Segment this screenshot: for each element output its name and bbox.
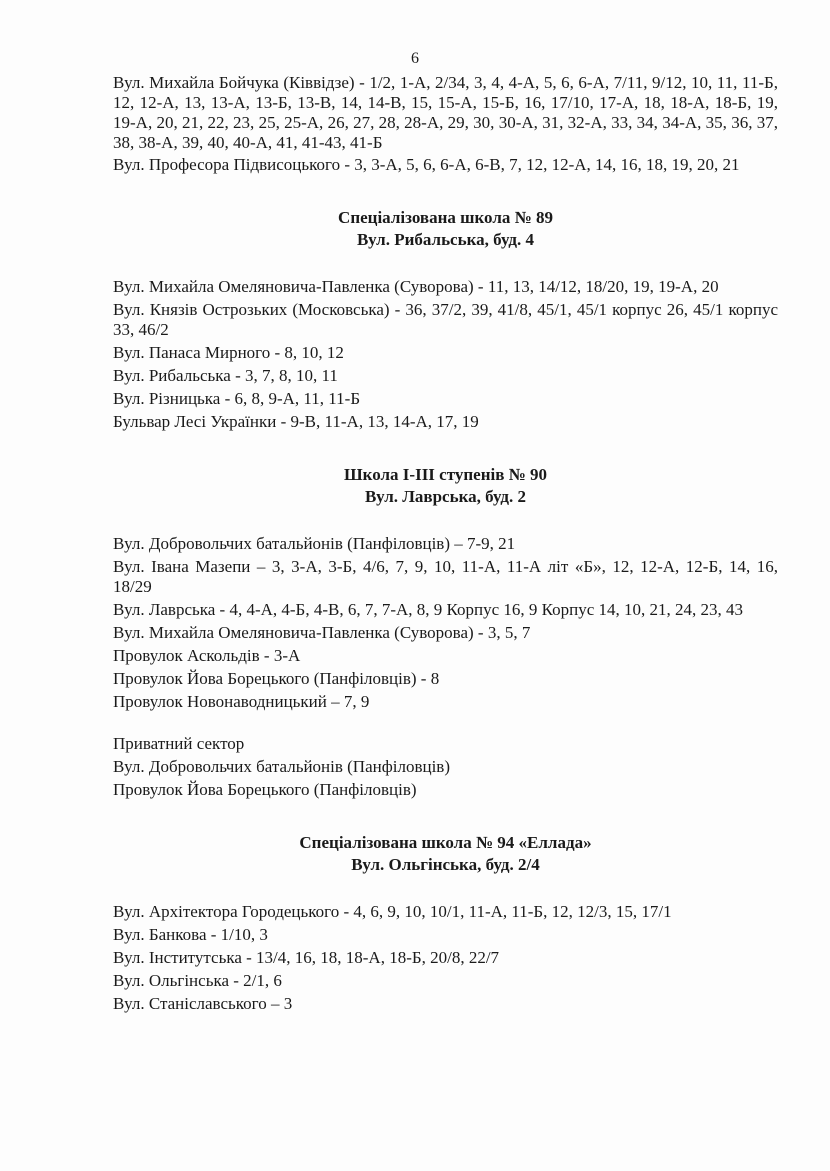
- address-line: Вул. Добровольчих батальйонів (Панфіловців) – 7-9, 21: [113, 534, 516, 553]
- school-address-list: [113, 902, 778, 1014]
- address-line: Вул. Михайла Омеляновича-Павленка (Суворова) - 3, 5, 7: [113, 623, 531, 642]
- intro-address-block: [113, 73, 778, 175]
- address-line: Вул. Різницька - 6, 8, 9-А, 11, 11-Б: [113, 389, 361, 408]
- address-line: Провулок Йова Борецького (Панфіловців) - 8: [113, 669, 440, 688]
- address-line: Вул. Ольгінська - 2/1, 6: [113, 971, 282, 990]
- address-line: Вул. Банкова - 1/10, 3: [113, 925, 268, 944]
- private-sector-title: Приватний сектор: [113, 734, 245, 753]
- address-line: Вул. Князів Острозьких (Московська) - 36, 37/2, 39, 41/8, 45/1, 45/1 корпус 26, 45/1 корпус 33, 46/2: [113, 300, 778, 339]
- school-header: [113, 207, 778, 251]
- address-line: Вул. Михайла Омеляновича-Павленка (Суворова) - 11, 13, 14/12, 18/20, 19, 19-А, 20: [113, 277, 719, 296]
- address-line: Вул. Станіславського – 3: [113, 994, 293, 1013]
- school-address: Вул. Лаврська, буд. 2: [365, 487, 526, 506]
- address-line: Вул. Івана Мазепи – 3, 3-А, 3-Б, 4/6, 7, 9, 10, 11-А, 11-А літ «Б», 12, 12-А, 12-Б, 14, 16, 18/29: [113, 557, 778, 596]
- address-line: Вул. Інститутська - 13/4, 16, 18, 18-А, 18-Б, 20/8, 22/7: [113, 948, 500, 967]
- school-address: Вул. Рибальська, буд. 4: [356, 230, 535, 249]
- address-line: Провулок Новонаводницький – 7, 9: [113, 692, 370, 711]
- school-address: Вул. Ольгінська, буд. 2/4: [351, 855, 540, 874]
- school-header: [113, 832, 778, 876]
- school-address-list: [113, 534, 778, 712]
- address-line: Вул. Професора Підвисоцького - 3, 3-А, 5, 6, 6-А, 6-В, 7, 12, 12-А, 14, 16, 18, 19, 20, 21: [113, 155, 740, 174]
- private-sector-block: [113, 734, 778, 800]
- address-line: Вул. Панаса Мирного - 8, 10, 12: [113, 343, 344, 362]
- address-line: Вул. Добровольчих батальйонів (Панфіловців): [113, 757, 450, 776]
- school-address-list: [113, 277, 778, 432]
- document-content: [113, 73, 778, 1014]
- school-header: [113, 464, 778, 508]
- page-number: 6: [411, 50, 419, 67]
- school-title: Спеціалізована школа № 94 «Еллада»: [299, 833, 592, 852]
- address-line: Вул. Лаврська - 4, 4-А, 4-Б, 4-В, 6, 7, 7-А, 8, 9 Корпус 16, 9 Корпус 14, 10, 21, 24, 23, 43: [113, 600, 744, 619]
- address-line: Провулок Аскольдів - 3-А: [113, 646, 301, 665]
- address-line: Вул. Михайла Бойчука (Ківвідзе) - 1/2, 1-А, 2/34, 3, 4, 4-А, 5, 6, 6-А, 7/11, 9/12, 10, 11, 11-Б, 12, 12-А, 13, 13-А, 13-Б, 13-В, 14, 14-В, 15, 15-А, 15-Б, 16, 17/10, 17-А, 18, 18-А, 18-Б, 19, 19-А, 20, 21, 22, 23, 25, 25-А, 26, 27, 28, 28-А, 29, 30, 30-А, 31, 32-А, 33, 34, 34-А, 35, 36, 37, 38, 38-А, 39, 40, 40-А, 41, 41-43, 41-Б: [113, 73, 778, 152]
- address-line: Вул. Архітектора Городецького - 4, 6, 9, 10, 10/1, 11-А, 11-Б, 12, 12/3, 15, 17/1: [113, 902, 672, 921]
- spacer: [113, 712, 778, 734]
- address-line: Провулок Йова Борецького (Панфіловців): [113, 780, 417, 799]
- address-line: Бульвар Лесі Українки - 9-В, 11-А, 13, 14-А, 17, 19: [113, 412, 479, 431]
- school-title: Спеціалізована школа № 89: [338, 208, 553, 227]
- school-title: Школа І-ІІІ ступенів № 90: [344, 465, 547, 484]
- address-line: Вул. Рибальська - 3, 7, 8, 10, 11: [113, 366, 338, 385]
